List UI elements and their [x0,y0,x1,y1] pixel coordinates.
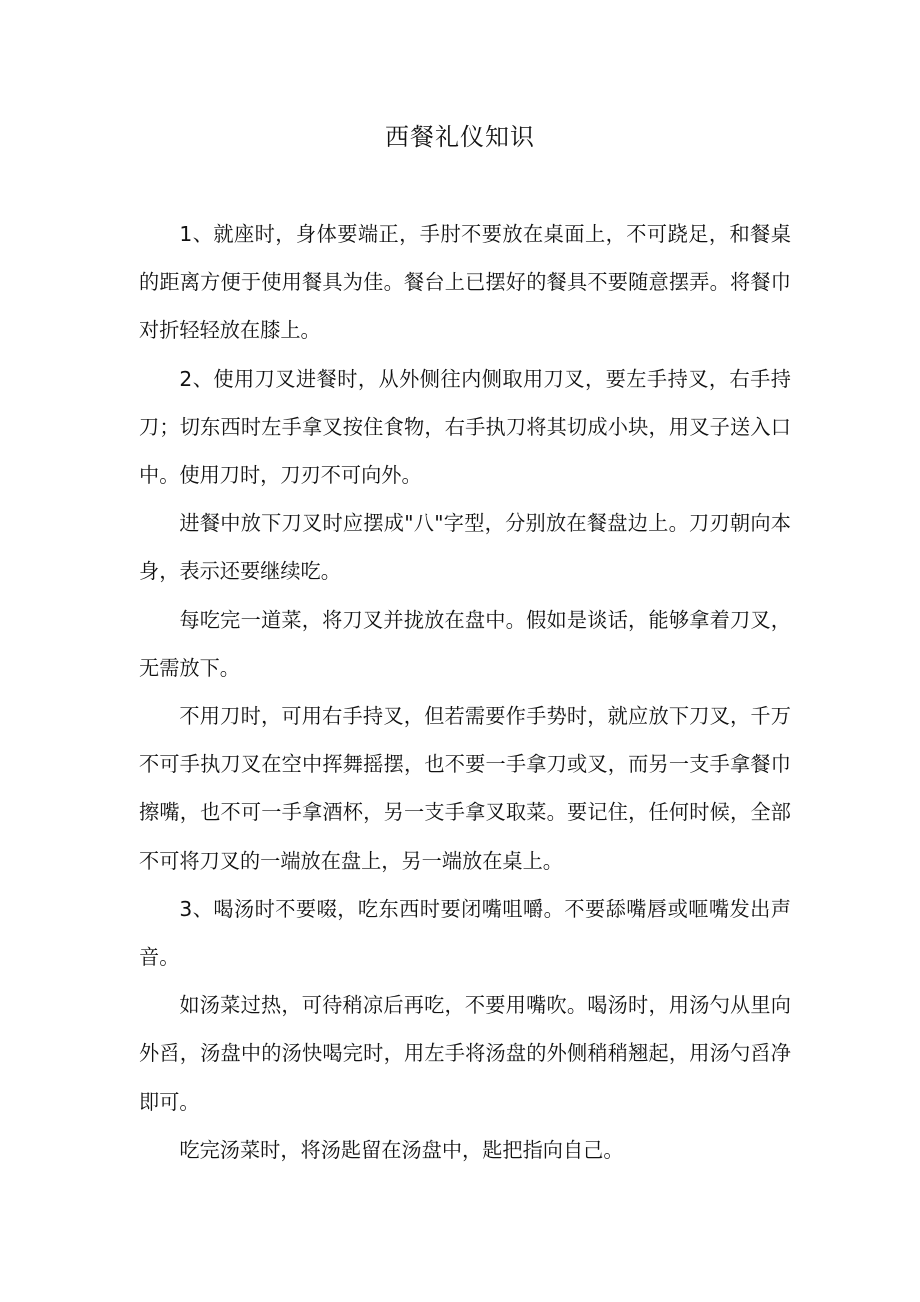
document-title: 西餐礼仪知识 [385,123,535,151]
paragraph-resting-cutlery: 进餐中放下刀叉时应摆成"八"字型，分别放在餐盘边上。刀刃朝向本身，表示还要继续吃。 [139,511,791,584]
paragraph-gestures: 不用刀时，可用右手持叉，但若需要作手势时，就应放下刀叉，千万不可手执刀叉在空中挥舞摇摆，也不要一手拿刀或叉，而另一支手拿餐巾擦嘴，也不可一手拿酒杯，另一支手拿叉取菜。要记住，任何时候，全部不可将刀叉的一端放在盘上，另一端放在桌上。 [139,704,791,873]
paragraph-seating: 1、就座时，身体要端正，手肘不要放在桌面上，不可跷足，和餐桌的距离方便于使用餐具为佳。餐台上已摆好的餐具不要随意摆弄。将餐巾对折轻轻放在膝上。 [139,222,791,343]
paragraph-finished-course: 每吃完一道菜，将刀叉并拢放在盘中。假如是谈话，能够拿着刀叉，无需放下。 [139,607,791,680]
paragraph-soup-manners: 3、喝汤时不要啜，吃东西时要闭嘴咀嚼。不要舔嘴唇或咂嘴发出声音。 [139,896,791,970]
paragraph-knife-fork-use: 2、使用刀叉进餐时，从外侧往内侧取用刀叉，要左手持叉，右手持刀；切东西时左手拿叉按住食物，右手执刀将其切成小块，用叉子送入口中。使用刀时，刀刃不可向外。 [139,366,791,488]
paragraph-hot-soup: 如汤菜过热，可待稍凉后再吃，不要用嘴吹。喝汤时，用汤勺从里向外舀，汤盘中的汤快喝完时，用左手将汤盘的外侧稍稍翘起，用汤勺舀净即可。 [139,993,791,1114]
paragraph-finished-soup: 吃完汤菜时，将汤匙留在汤盘中，匙把指向自己。 [179,1137,624,1162]
document-body [139,210,791,1174]
